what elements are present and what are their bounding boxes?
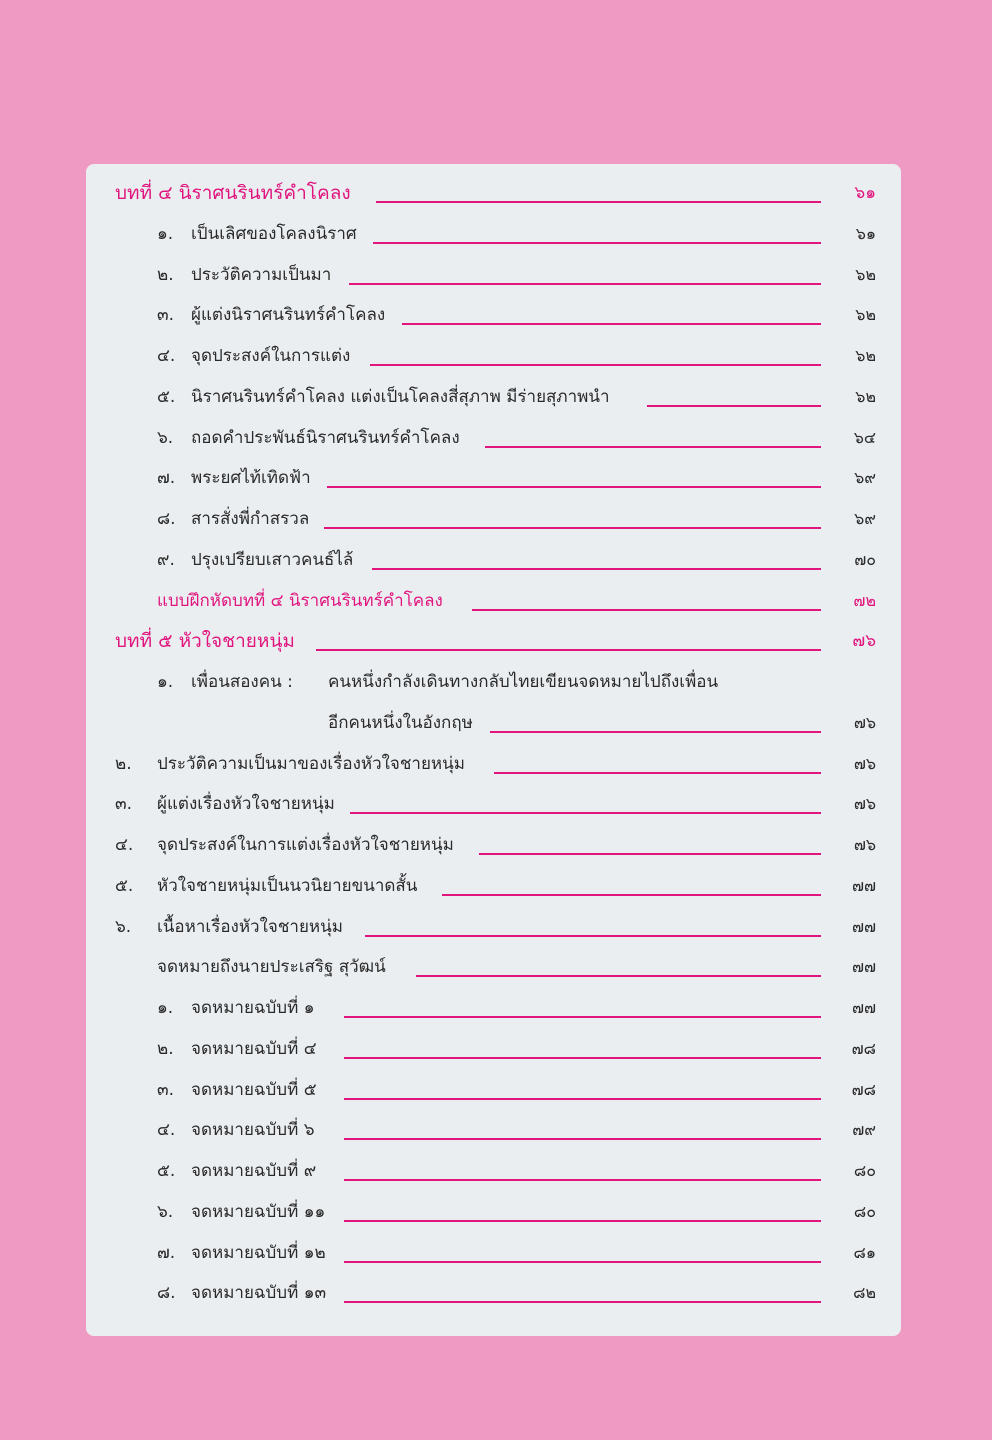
page-number: ๖๑: [855, 223, 876, 243]
leader-line: [350, 812, 821, 814]
page-number: ๗๘: [851, 1038, 876, 1058]
leader-line: [344, 1016, 821, 1018]
page-number: ๖๒: [855, 264, 876, 284]
entry-number: ๑.: [157, 998, 174, 1018]
leader-line: [344, 1261, 821, 1263]
entry-number: ๗.: [157, 1242, 176, 1263]
leader-line: [479, 853, 821, 855]
toc-entry[interactable]: [86, 993, 901, 1023]
page-number: ๗๖: [853, 753, 876, 773]
page-number: ๗๖: [853, 794, 876, 814]
toc-entry[interactable]: [86, 1156, 901, 1186]
entry-number: ๓.: [115, 794, 133, 815]
entry-number: ๑.: [157, 672, 174, 692]
entry-title: จุดประสงค์ในการแต่งเรื่องหัวใจชายหนุ่ม: [157, 835, 454, 855]
entry-title: หัวใจชายหนุ่มเป็นนวนิยายขนาดสั้น: [157, 875, 418, 896]
entry-title: อีกคนหนึ่งในอังกฤษ: [328, 712, 473, 733]
entry-title: สารสั่งพี่กำสรวล: [191, 509, 310, 529]
leader-line: [490, 731, 821, 733]
entry-title: จดหมายฉบับที่ ๖: [191, 1120, 315, 1141]
toc-entry[interactable]: [86, 586, 901, 616]
entry-title: จดหมายฉบับที่ ๑: [191, 998, 315, 1018]
entry-number: ๕.: [157, 386, 176, 407]
entry-number: ๘.: [157, 1283, 176, 1304]
toc-entry[interactable]: [86, 545, 901, 575]
toc-entry[interactable]: [86, 300, 901, 330]
entry-number: ๔.: [157, 346, 176, 366]
entry-title: จดหมายฉบับที่ ๑๒: [191, 1242, 326, 1263]
toc-entry[interactable]: [86, 871, 901, 901]
leader-line: [494, 772, 821, 774]
entry-title: นิราศนรินทร์คำโคลง แต่งเป็นโคลงสี่สุภาพ มีร่ายสุภาพนำ: [191, 386, 610, 407]
entry-number: ๘.: [157, 509, 176, 529]
toc-entry[interactable]: [86, 382, 901, 412]
page-number: ๖๒: [855, 346, 876, 365]
toc-entry[interactable]: [86, 463, 901, 493]
leader-line: [344, 1179, 821, 1181]
entry-title: จดหมายถึงนายประเสริฐ สุวัฒน์: [157, 957, 386, 978]
entry-title: จดหมายฉบับที่ ๕: [191, 1079, 317, 1100]
entry-title: ประวัติความเป็นมาของเรื่องหัวใจชายหนุ่ม: [157, 753, 465, 774]
toc-entry[interactable]: [86, 1034, 901, 1064]
entry-number: ๔.: [157, 1120, 176, 1141]
leader-line: [370, 364, 821, 366]
toc-entry[interactable]: [86, 912, 901, 942]
entry-title: แบบฝึกหัดบทที่ ๔ นิราศนรินทร์คำโคลง: [157, 590, 443, 611]
toc-entry[interactable]: [86, 708, 901, 738]
page-number: ๗๘: [851, 1079, 876, 1099]
entry-number: ๗.: [157, 468, 176, 489]
entry-title: บทที่ ๕ หัวใจชายหนุ่ม: [115, 630, 295, 653]
leader-line: [442, 894, 821, 896]
toc-entry[interactable]: [86, 1115, 901, 1145]
toc-entry[interactable]: [86, 219, 901, 249]
toc-entry[interactable]: [86, 667, 901, 697]
page-number: ๖๔: [853, 427, 876, 447]
toc-entry[interactable]: [86, 341, 901, 371]
page-number: ๗๖: [853, 835, 876, 854]
toc-card: [86, 164, 901, 1336]
page-number: ๘๐: [853, 1161, 876, 1180]
page-number: ๘๐: [853, 1201, 876, 1221]
page-number: ๖๒: [855, 386, 876, 406]
entry-title: ผู้แต่งเรื่องหัวใจชายหนุ่ม: [157, 794, 335, 815]
page-number: ๗๗: [851, 916, 876, 936]
leader-line: [372, 568, 821, 570]
toc-entry[interactable]: [86, 1197, 901, 1227]
entry-number: ๑.: [157, 223, 174, 244]
leader-line: [365, 935, 821, 937]
leader-line: [485, 446, 821, 448]
entry-number: ๙.: [157, 549, 175, 570]
page-number: ๗๖: [852, 631, 876, 652]
page-number: ๗๒: [853, 590, 876, 610]
entry-title: เนื้อหาเรื่องหัวใจชายหนุ่ม: [157, 916, 343, 937]
toc-entry[interactable]: [86, 1278, 901, 1308]
toc-entry[interactable]: [86, 178, 901, 208]
entry-title: ประวัติความเป็นมา: [191, 264, 332, 285]
entry-number: ๓.: [157, 305, 175, 326]
entry-title: เป็นเลิศของโคลงนิราศ: [191, 223, 357, 244]
page-number: ๗๗: [851, 875, 876, 895]
leader-line: [373, 242, 821, 244]
page-number: ๘๒: [853, 1283, 876, 1303]
entry-number: ๖.: [157, 427, 174, 448]
toc-entry[interactable]: [86, 749, 901, 779]
leader-line: [327, 486, 821, 488]
toc-entry[interactable]: [86, 423, 901, 453]
leader-line: [376, 201, 821, 203]
entry-number: ๓.: [157, 1079, 175, 1100]
page-number: ๗๖: [853, 712, 876, 732]
leader-line: [344, 1138, 821, 1140]
leader-line: [344, 1057, 821, 1059]
page-number: ๗๐: [854, 549, 876, 569]
toc-entry[interactable]: [86, 626, 901, 656]
toc-entry[interactable]: [86, 260, 901, 290]
page-number: ๘๑: [853, 1242, 876, 1262]
entry-title: บทที่ ๔ นิราศนรินทร์คำโคลง: [115, 182, 351, 204]
entry-number: ๒.: [157, 264, 174, 285]
toc-entry[interactable]: [86, 1075, 901, 1105]
page-number: ๗๙: [852, 1120, 876, 1140]
entry-title: พระยศไท้เทิดฟ้า: [191, 468, 311, 489]
entry-number: ๒.: [157, 1038, 174, 1059]
page-number: ๖๑: [854, 183, 876, 203]
page-number: ๖๒: [855, 305, 876, 325]
entry-title: จุดประสงค์ในการแต่ง: [191, 346, 351, 366]
leader-line: [344, 1098, 821, 1100]
leader-line: [349, 283, 821, 285]
leader-line: [344, 1220, 821, 1222]
page-number: ๗๗: [851, 998, 876, 1017]
entry-title: จดหมายฉบับที่ ๙: [191, 1161, 317, 1181]
entry-number: ๕.: [157, 1161, 176, 1181]
entry-title-continued: คนหนึ่งกำลังเดินทางกลับไทยเขียนจดหมายไปถึงเพื่อน: [328, 672, 719, 692]
page-number: ๖๙: [854, 509, 876, 528]
entry-title: ถอดคำประพันธ์นิราศนรินทร์คำโคลง: [191, 427, 460, 448]
leader-line: [316, 649, 821, 651]
leader-line: [416, 975, 821, 977]
page-number: ๖๙: [854, 468, 876, 488]
entry-title: ผู้แต่งนิราศนรินทร์คำโคลง: [191, 305, 386, 326]
entry-number: ๒.: [115, 753, 132, 774]
entry-title: จดหมายฉบับที่ ๔: [191, 1038, 317, 1059]
leader-line: [344, 1301, 821, 1303]
toc-entry[interactable]: [86, 504, 901, 534]
entry-title: เพื่อนสองคน :: [191, 672, 293, 692]
entry-number: ๔.: [115, 835, 134, 855]
leader-line: [647, 405, 821, 407]
leader-line: [472, 609, 821, 611]
leader-line: [402, 323, 821, 325]
entry-title: ปรุงเปรียบเสาวคนธ์ไล้: [191, 549, 354, 570]
toc-entry[interactable]: [86, 830, 901, 860]
toc-entry[interactable]: [86, 952, 901, 982]
entry-number: ๕.: [115, 875, 134, 896]
entry-number: ๖.: [157, 1201, 174, 1222]
entry-title: จดหมายฉบับที่ ๑๑: [191, 1201, 326, 1222]
leader-line: [324, 527, 821, 529]
entry-title: จดหมายฉบับที่ ๑๓: [191, 1283, 327, 1304]
toc-entry[interactable]: [86, 1238, 901, 1268]
toc-entry[interactable]: [86, 789, 901, 819]
page-number: ๗๗: [851, 957, 876, 977]
entry-number: ๖.: [115, 916, 132, 937]
table-of-contents: [86, 164, 901, 1336]
